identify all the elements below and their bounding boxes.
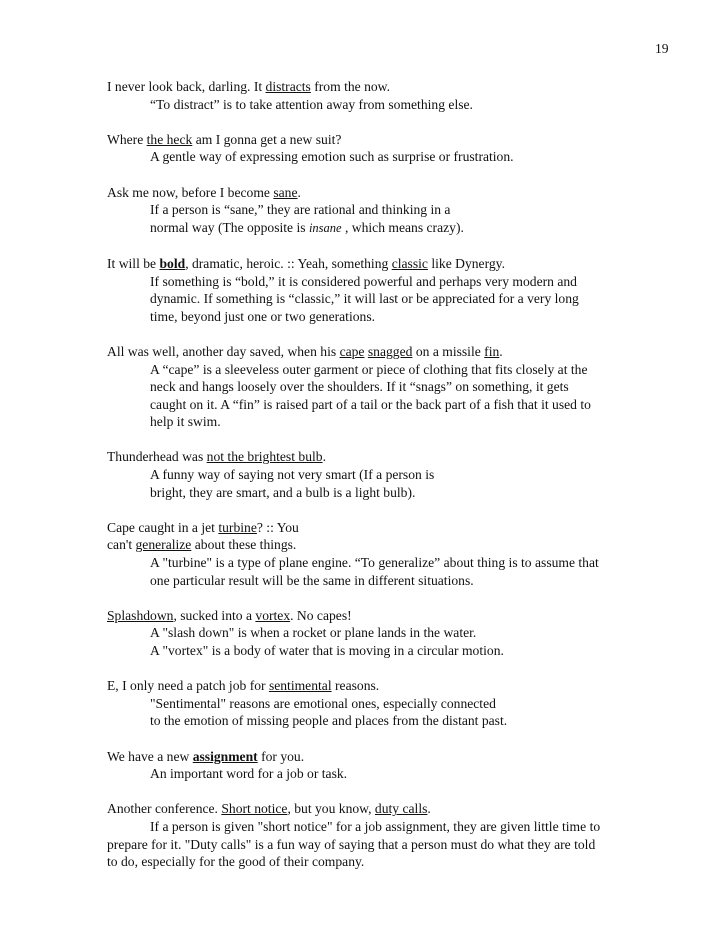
- vocab-entry: [107, 255, 687, 325]
- vocab-term: not the brightest bulb: [206, 449, 323, 465]
- definition: If something is “bold,” it is considered powerful and perhaps very modern and dynamic. If something is “classic,” it will last or be appreciated for a very long time, beyond just one or two generations.: [150, 273, 579, 324]
- vocab-term: distracts: [265, 79, 311, 94]
- page-number: 19: [655, 41, 669, 56]
- definition: An important word for a job or task.: [150, 766, 348, 782]
- vocab-entry: [107, 677, 687, 730]
- vocab-entry: [107, 343, 687, 431]
- definition: A “cape” is a sleeveless outer garment or piece of clothing that fits closely at the neck and hangs loosely over the shoulders. If it “snags” on something, it gets caught on it. A “fin” is raised part of a tail or the back part of a fish that it used to help it swim.: [150, 361, 591, 430]
- definition: A gentle way of expressing emotion such as surprise or frustration.: [150, 149, 514, 165]
- definition: If a person is given "short notice" for a job assignment, they are given little time to prepare for it. "Duty calls" is a fun way of saying that a person must do what they are told to do, especially for the good of their company.: [107, 818, 601, 870]
- quote-line: E, I only need a patch job for sentimental reasons.: [107, 678, 380, 694]
- vocab-term: vortex: [255, 607, 291, 623]
- vocab-entry: [107, 78, 687, 113]
- vocab-entry: [107, 800, 687, 870]
- vocab-entry: [107, 607, 687, 660]
- quote-line: I never look back, darling. It distracts from the now.: [107, 79, 391, 94]
- vocab-term: Short notice: [221, 801, 288, 817]
- quote-line: It will be bold, dramatic, heroic. :: Yeah, something classic like Dynergy.: [107, 255, 505, 271]
- quote-line: We have a new assignment for you.: [107, 748, 305, 764]
- quote-line: Cape caught in a jet turbine? :: You: [107, 519, 299, 535]
- vocab-term: turbine: [218, 519, 257, 535]
- vocab-term: generalize: [135, 537, 192, 553]
- vocab-entry: [107, 519, 687, 589]
- quote-line: All was well, another day saved, when his cape snagged on a missile fin.: [107, 343, 503, 359]
- definition: If a person is “sane,” they are rational and thinking in a normal way (The opposite is insane , which means crazy).: [150, 202, 464, 235]
- vocab-term: assignment: [192, 748, 258, 764]
- definition: "Sentimental" reasons are emotional ones, especially connected to the emotion of missing people and places from the distant past.: [150, 695, 508, 729]
- vocab-term: bold: [159, 255, 186, 271]
- vocabulary-list: [107, 78, 687, 888]
- quote-line: Another conference. Short notice, but you know, duty calls.: [107, 801, 431, 817]
- definition: A funny way of saying not very smart (If a person is bright, they are smart, and a bulb is a light bulb).: [150, 467, 435, 500]
- definition: A "slash down" is when a rocket or plane lands in the water. A "vortex" is a body of water that is moving in a circular motion.: [150, 625, 504, 658]
- vocab-entry: [107, 748, 687, 783]
- definition: A "turbine" is a type of plane engine. “To generalize” about thing is to assume that one particular result will be the same in different situations.: [150, 555, 599, 588]
- vocab-term: the heck: [146, 131, 193, 147]
- vocab-term: Splashdown: [107, 607, 174, 623]
- vocab-entry: [107, 184, 687, 238]
- quote-line: can't generalize about these things.: [107, 537, 297, 553]
- vocab-term: fin: [484, 343, 500, 359]
- quote-line: Ask me now, before I become sane.: [107, 184, 301, 200]
- vocab-term: snagged: [367, 343, 413, 359]
- vocab-term: duty calls: [374, 801, 428, 817]
- vocab-term: sane: [273, 184, 298, 200]
- vocab-term: sentimental: [268, 678, 332, 694]
- quote-line: Thunderhead was not the brightest bulb.: [107, 449, 326, 465]
- definition: “To distract” is to take attention away from something else.: [150, 96, 473, 112]
- vocab-entry: [107, 131, 687, 166]
- vocab-term: cape: [339, 343, 365, 359]
- quote-line: Where the heck am I gonna get a new suit?: [107, 131, 342, 147]
- vocab-term: classic: [391, 255, 428, 271]
- quote-line: Splashdown, sucked into a vortex. No capes!: [107, 607, 352, 623]
- vocab-entry: [107, 448, 687, 501]
